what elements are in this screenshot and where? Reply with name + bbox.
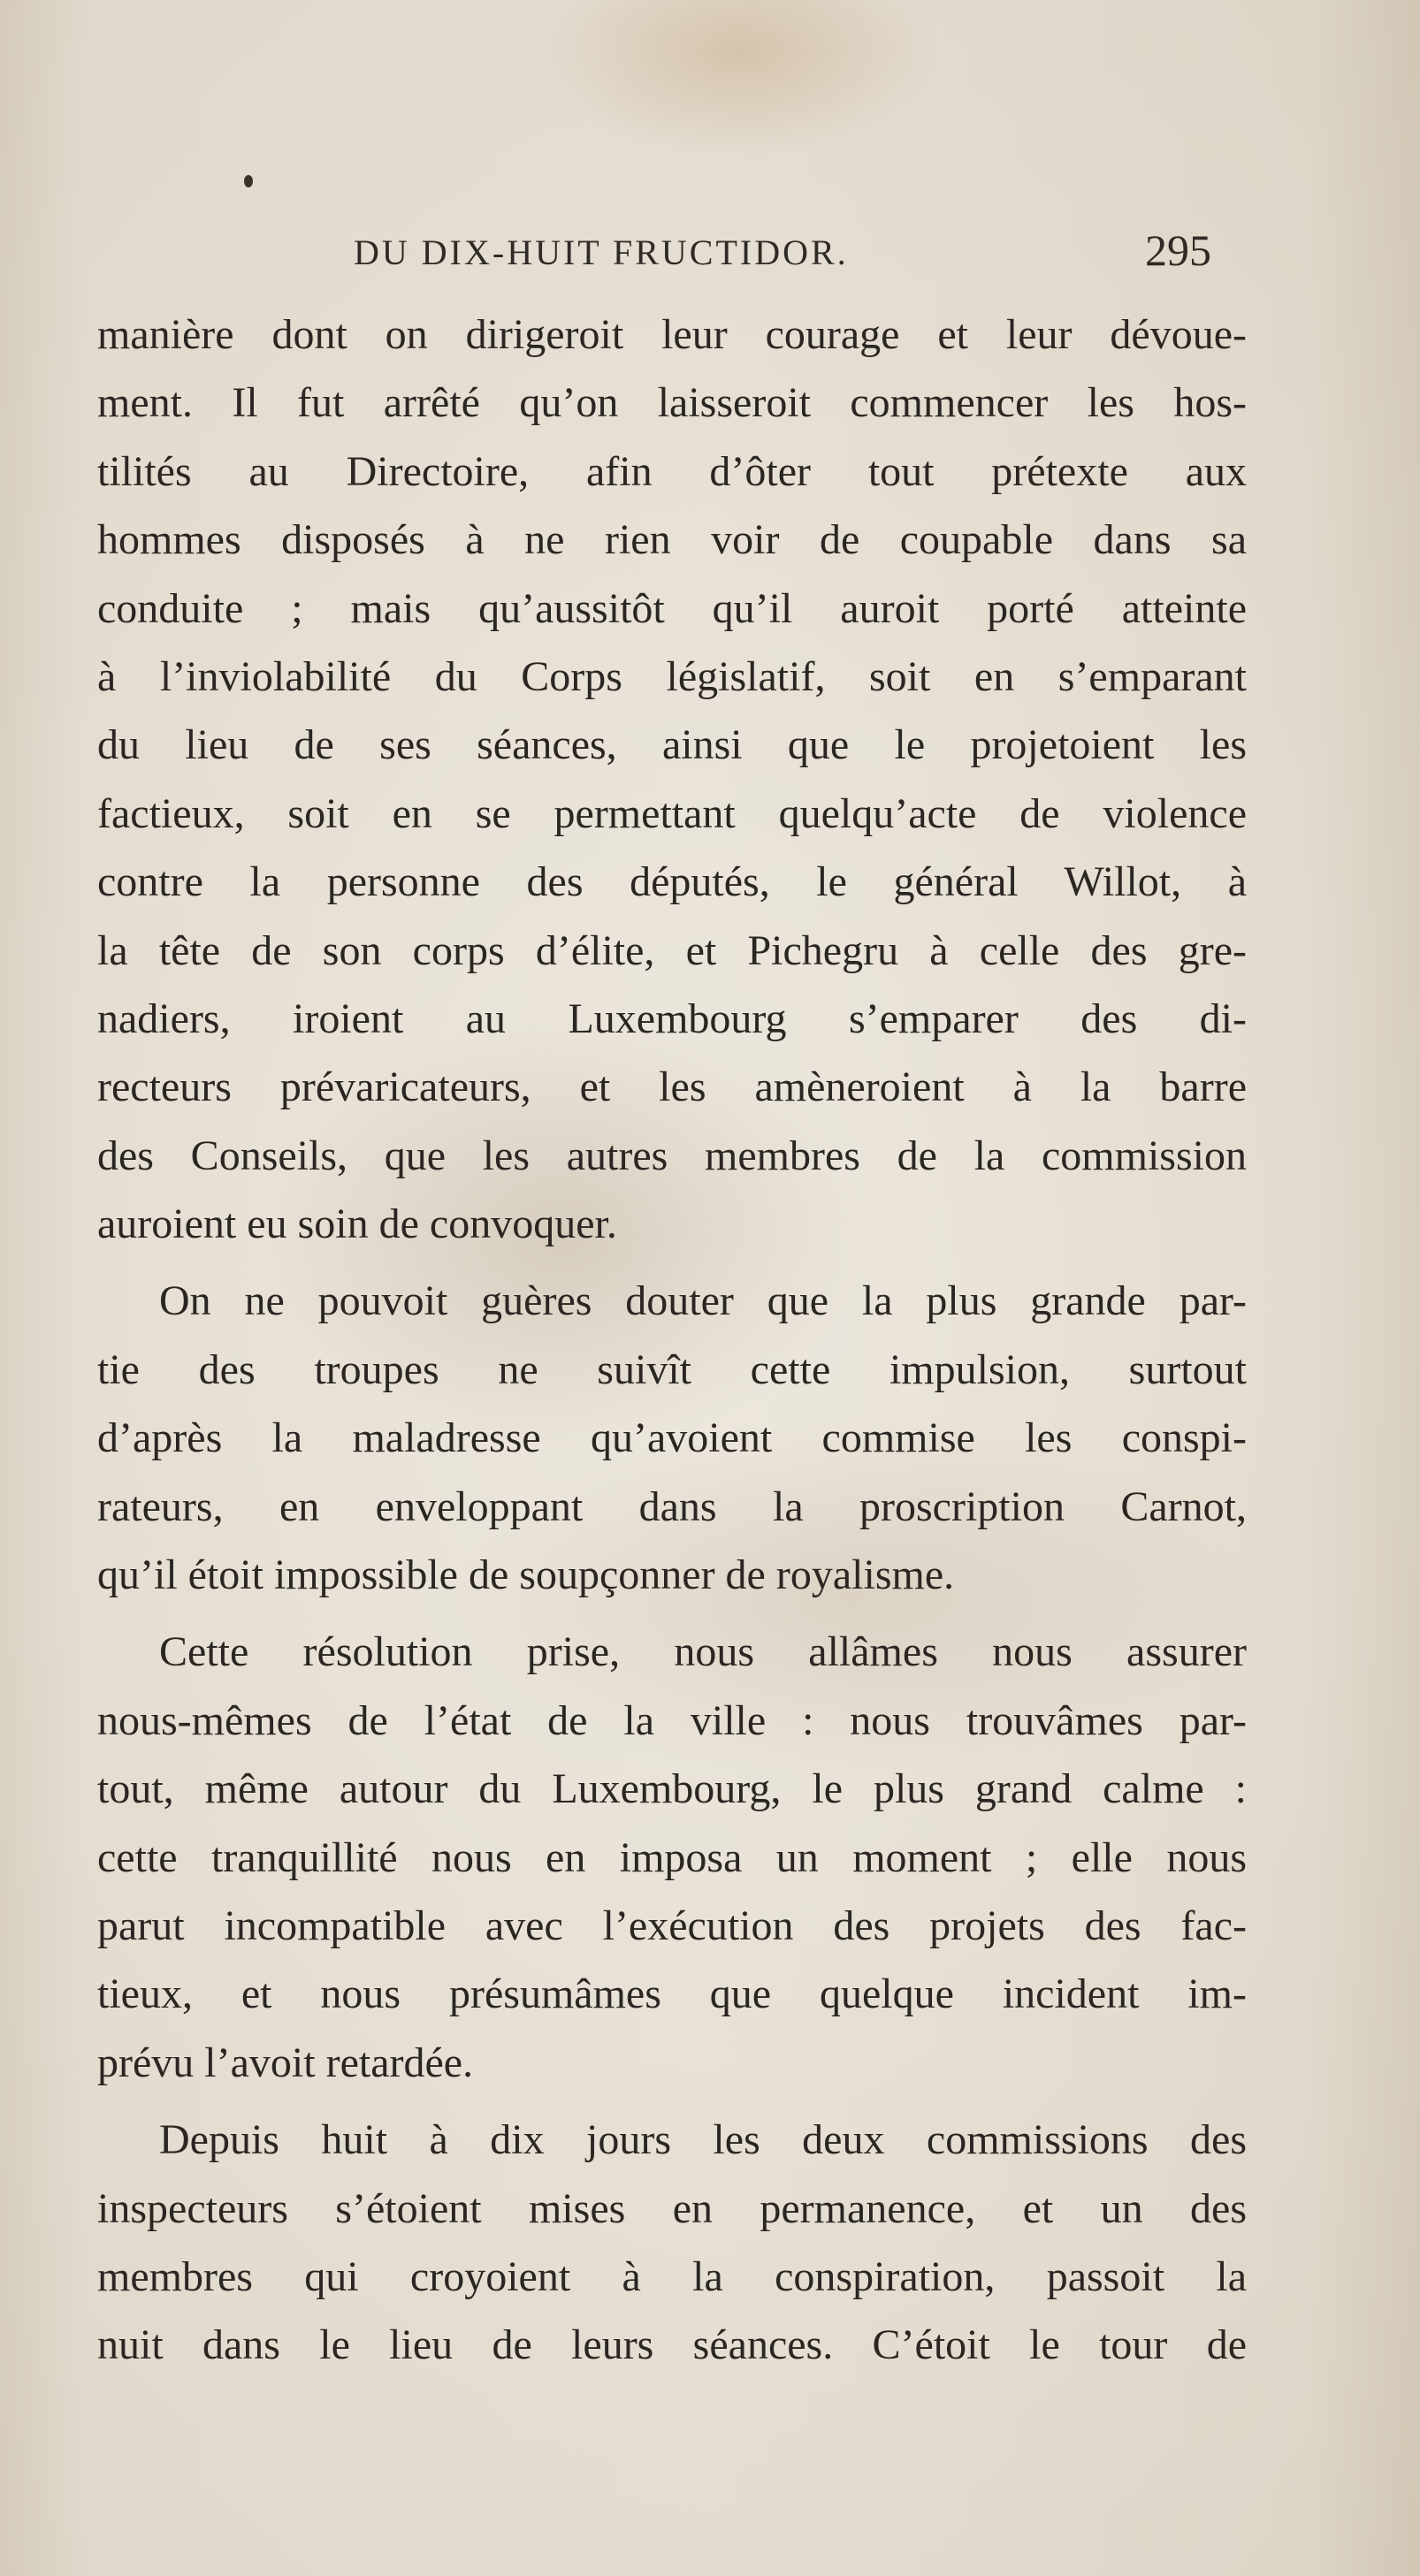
text-line: qu’il étoit impossible de soupçonner de royalisme. <box>97 1551 955 1599</box>
text-line: membres qui croyoient à la conspiration, passoit la <box>97 2252 1247 2300</box>
text-line: Cette résolution prise, nous allâmes nous assurer <box>159 1628 1247 1676</box>
text-line: nadiers, iroient au Luxembourg s’emparer des di- <box>97 995 1247 1042</box>
paragraph <box>97 301 1247 1258</box>
text-line: à l’inviolabilité du Corps législatif, soit en s’emparant <box>97 652 1247 700</box>
text-line: hommes disposés à ne rien voir de coupable dans sa <box>97 516 1247 564</box>
running-header <box>97 225 1247 285</box>
text-line: nous-mêmes de l’état de la ville : nous trouvâmes par- <box>97 1696 1247 1744</box>
text-line: tilités au Directoire, afin d’ôter tout prétexte aux <box>97 447 1247 495</box>
paragraph <box>97 1618 1247 2097</box>
text-line: tout, même autour du Luxembourg, le plus grand calme : <box>97 1765 1247 1813</box>
text-line: auroient eu soin de convoquer. <box>97 1200 617 1248</box>
text-line: Depuis huit à dix jours les deux commissions des <box>159 2116 1247 2164</box>
text-line: nuit dans le lieu de leurs séances. C’étoit le tour de <box>97 2321 1247 2369</box>
text-line: cette tranquillité nous en imposa un moment ; elle nous <box>97 1833 1247 1881</box>
text-line: du lieu de ses séances, ainsi que le projetoient les <box>97 721 1247 769</box>
text-line: manière dont on dirigeroit leur courage et leur dévoue- <box>97 311 1247 358</box>
ink-speck <box>244 175 253 187</box>
text-line: rateurs, en enveloppant dans la proscription Carnot, <box>97 1482 1247 1530</box>
running-title: DU DIX-HUIT FRUCTIDOR. <box>354 232 849 272</box>
text-line: la tête de son corps d’élite, et Pichegru à celle des gre- <box>97 926 1247 974</box>
text-line: ment. Il fut arrêté qu’on laisseroit commencer les hos- <box>97 379 1247 427</box>
text-line: factieux, soit en se permettant quelqu’acte de violence <box>97 789 1247 837</box>
paragraph <box>97 2106 1247 2380</box>
text-line: d’après la maladresse qu’avoient commise les conspi- <box>97 1414 1247 1462</box>
text-line: des Conseils, que les autres membres de la commission <box>97 1132 1247 1179</box>
text-line: conduite ; mais qu’aussitôt qu’il auroit porté atteinte <box>97 584 1247 632</box>
text-line: prévu l’avoit retardée. <box>97 2039 474 2086</box>
text-line: inspecteurs s’étoient mises en permanence, et un des <box>97 2184 1247 2232</box>
text-line: parut incompatible avec l’exécution des projets des fac- <box>97 1902 1247 1949</box>
body-text <box>97 301 1247 2380</box>
text-line: On ne pouvoit guères douter que la plus grande par- <box>159 1277 1247 1325</box>
text-line: tieux, et nous présumâmes que quelque incident im- <box>97 1970 1247 2018</box>
text-line: recteurs prévaricateurs, et les amèneroient à la barre <box>97 1063 1247 1111</box>
paragraph <box>97 1267 1247 1609</box>
text-line: tie des troupes ne suivît cette impulsion, surtout <box>97 1345 1247 1393</box>
page-number: 295 <box>1145 225 1211 275</box>
text-line: contre la personne des députés, le général Willot, à <box>97 858 1247 906</box>
